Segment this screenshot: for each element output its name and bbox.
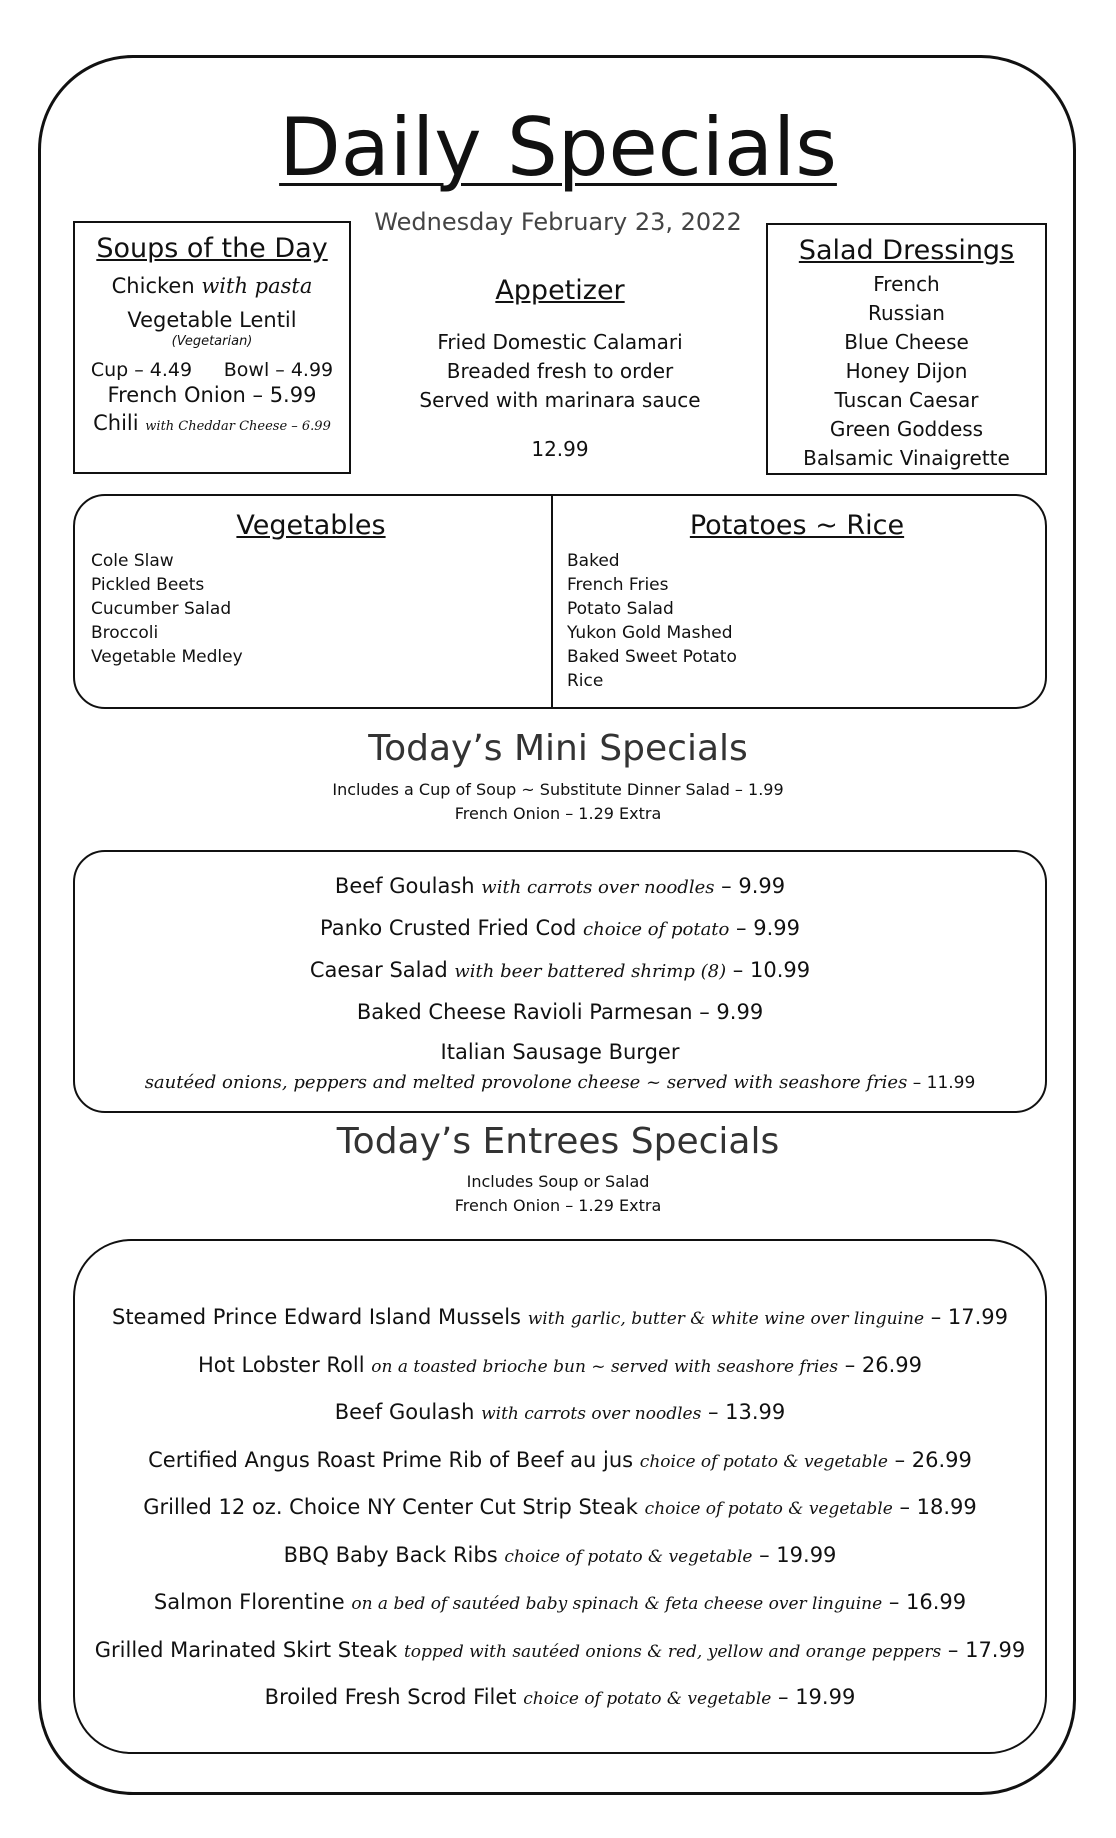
vegetables-heading: Vegetables	[236, 510, 386, 541]
soup-name: Chili	[93, 411, 139, 435]
list-item: Italian Sausage Burger	[440, 1040, 680, 1064]
chili-item	[75, 409, 349, 441]
vegetables-list	[91, 549, 531, 669]
list-item: Green Goddess	[829, 417, 984, 441]
soup-item	[75, 272, 349, 300]
soups-box	[73, 221, 351, 474]
list-item	[75, 1390, 1045, 1438]
potatoes-heading: Potatoes ~ Rice	[689, 510, 905, 541]
item-name: Baked Cheese Ravioli Parmesan	[356, 1000, 693, 1024]
item-price: – 26.99	[887, 1447, 972, 1472]
list-item: Rice	[567, 671, 604, 691]
list-item	[75, 866, 1045, 908]
list-item: Balsamic Vinaigrette	[803, 446, 1010, 470]
list-item: Cole Slaw	[91, 551, 174, 571]
mini-specials-heading: Today’s Mini Specials	[368, 728, 748, 769]
appetizer-line: Fried Domestic Calamari	[437, 330, 683, 354]
item-price: – 26.99	[838, 1352, 923, 1377]
item-desc: on a toasted brioche bun ~ served with seashore fries	[371, 1356, 839, 1377]
item-name: Salmon Florentine	[153, 1590, 345, 1614]
item-price: – 17.99	[941, 1637, 1026, 1662]
list-item	[75, 950, 1045, 992]
item-price: – 19.99	[752, 1542, 837, 1567]
item-desc: choice of potato & vegetable	[644, 1499, 893, 1519]
list-item: French Fries	[567, 575, 669, 595]
potatoes-list	[567, 549, 1027, 693]
french-onion-price: French Onion – 5.99	[107, 383, 317, 407]
vegetables-column	[91, 510, 531, 669]
list-item: Cucumber Salad	[91, 599, 232, 619]
list-item	[75, 1438, 1045, 1486]
item-name: BBQ Baby Back Ribs	[283, 1542, 498, 1567]
item-name: Hot Lobster Roll	[197, 1352, 365, 1377]
list-item: Blue Cheese	[844, 330, 969, 354]
soup-sizes	[75, 359, 349, 381]
sides-divider	[551, 496, 553, 707]
list-item: French	[873, 272, 940, 296]
item-desc: with carrots over noodles	[481, 877, 715, 898]
appetizer-line: Breaded fresh to order	[446, 359, 674, 383]
item-desc: choice of potato	[583, 919, 730, 940]
item-desc: choice of potato & vegetable	[523, 1689, 772, 1709]
list-item	[75, 992, 1045, 1032]
item-name: Grilled Marinated Skirt Steak	[94, 1637, 398, 1662]
item-name: Steamed Prince Edward Island Mussels	[111, 1305, 522, 1329]
list-item	[75, 1628, 1045, 1676]
list-item: Baked	[567, 551, 620, 571]
item-desc: choice of potato & vegetable	[639, 1451, 888, 1472]
list-item: Honey Dijon	[845, 359, 968, 383]
item-price: – 16.99	[882, 1590, 967, 1614]
dressings-box	[766, 223, 1047, 475]
list-item	[75, 1675, 1045, 1723]
entrees-subtitle: French Onion – 1.29 Extra	[454, 1196, 662, 1215]
item-price: – 18.99	[892, 1495, 977, 1519]
dressings-list	[768, 270, 1045, 473]
entrees-subtitle: Includes Soup or Salad	[466, 1172, 650, 1191]
list-item: Pickled Beets	[91, 575, 205, 595]
item-price: – 19.99	[771, 1685, 856, 1709]
list-item: Russian	[867, 301, 945, 325]
entrees-box	[73, 1239, 1047, 1754]
appetizer-price: 12.99	[531, 437, 589, 461]
item-desc: with carrots over noodles	[481, 1404, 702, 1424]
list-item	[75, 1295, 1045, 1343]
menu-date: Wednesday February 23, 2022	[374, 208, 742, 236]
list-item	[75, 1580, 1045, 1628]
appetizer-section	[410, 275, 710, 464]
list-item	[75, 908, 1045, 950]
mini-specials-list	[75, 866, 1045, 1094]
item-desc: sautéed onions, peppers and melted provolone cheese ~ served with seashore fries	[144, 1072, 908, 1093]
item-desc: choice of potato & vegetable	[504, 1546, 753, 1567]
soup-item	[75, 306, 349, 334]
item-name: Caesar Salad	[309, 958, 448, 982]
item-desc: on a bed of sautéed baby spinach & feta cheese over linguine	[351, 1594, 883, 1614]
mini-specials-box	[73, 850, 1047, 1113]
item-price: – 9.99	[692, 1000, 764, 1024]
item-name: Certified Angus Roast Prime Rib of Beef au jus	[148, 1447, 634, 1472]
item-price: – 10.99	[726, 958, 811, 982]
bowl-price: Bowl – 4.99	[223, 359, 334, 381]
list-item: Broccoli	[91, 623, 159, 643]
item-name: Beef Goulash	[334, 1400, 475, 1424]
entrees-list	[75, 1295, 1045, 1723]
dressings-heading: Salad Dressings	[798, 235, 1015, 266]
appetizer-line: Served with marinara sauce	[419, 388, 701, 412]
item-price: – 11.99	[907, 1073, 976, 1093]
list-item: Vegetable Medley	[91, 647, 243, 667]
appetizer-heading: Appetizer	[495, 275, 625, 306]
soup-note: with pasta	[201, 274, 313, 298]
item-price: – 9.99	[729, 916, 800, 940]
mini-specials-subtitle: French Onion – 1.29 Extra	[454, 804, 662, 823]
item-name: Grilled 12 oz. Choice NY Center Cut Strip Steak	[143, 1495, 638, 1519]
mini-specials-subtitle: Includes a Cup of Soup ~ Substitute Dinner Salad – 1.99	[332, 780, 784, 799]
list-item: Tuscan Caesar	[834, 388, 979, 412]
list-item	[75, 1343, 1045, 1391]
sides-box	[73, 494, 1047, 709]
item-name: Broiled Fresh Scrod Filet	[264, 1685, 517, 1709]
item-price: – 13.99	[701, 1400, 786, 1424]
list-item: Yukon Gold Mashed	[567, 623, 733, 643]
item-desc-line	[75, 1072, 1045, 1094]
potatoes-column	[567, 510, 1027, 693]
item-price: – 17.99	[924, 1305, 1008, 1329]
list-item: Potato Salad	[567, 599, 674, 619]
soup-name: Chicken	[111, 274, 195, 298]
item-desc: with beer battered shrimp (8)	[454, 961, 727, 982]
page-title: Daily Specials	[279, 101, 837, 194]
item-desc: topped with sautéed onions & red, yellow and orange peppers	[403, 1641, 942, 1662]
list-item	[75, 1485, 1045, 1533]
cup-price: Cup – 4.49	[90, 359, 193, 381]
item-price: – 9.99	[714, 874, 786, 898]
list-item: Baked Sweet Potato	[567, 647, 737, 667]
item-name: Beef Goulash	[334, 874, 475, 898]
item-desc: with garlic, butter & white wine over linguine	[527, 1309, 925, 1329]
entrees-heading: Today’s Entrees Specials	[336, 1121, 780, 1162]
soup-note: with Cheddar Cheese – 6.99	[145, 419, 331, 434]
list-item	[75, 1533, 1045, 1581]
soups-heading: Soups of the Day	[96, 233, 328, 264]
item-name: Panko Crusted Fried Cod	[320, 916, 577, 940]
soup-note: (Vegetarian)	[171, 334, 253, 349]
soup-name: Vegetable Lentil	[127, 308, 297, 332]
